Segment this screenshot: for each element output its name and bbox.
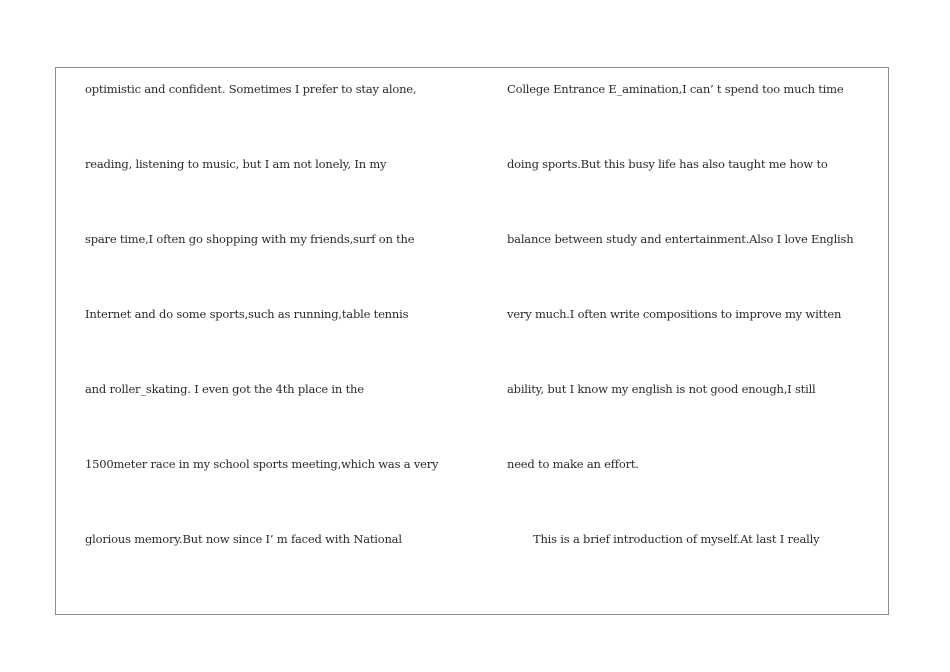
left-line-7: glorious memory.But now since I’ m faced with National [85,532,402,546]
right-line-7: This is a brief introduction of myself.At last I really [533,532,820,546]
left-line-4: Internet and do some sports,such as running,table tennis [85,307,409,321]
left-line-6: 1500meter race in my school sports meeting,which was a very [85,457,439,471]
right-line-2: doing sports.But this busy life has also taught me how to [507,157,828,171]
right-line-5: ability, but I know my english is not good enough,I still [507,382,816,396]
left-line-5: and roller_skating. I even got the 4th place in the [85,382,364,396]
right-line-6: need to make an effort. [507,457,639,471]
right-line-1: College Entrance E_amination,I can’ t spend too much time [507,82,844,96]
right-line-4: very much.I often write compositions to improve my witten [507,307,842,321]
right-line-3: balance between study and entertainment.Also I love English [507,232,854,246]
left-line-3: spare time,I often go shopping with my friends,surf on the [85,232,415,246]
left-line-1: optimistic and confident. Sometimes I prefer to stay alone, [85,82,417,96]
left-line-2: reading, listening to music, but I am not lonely, In my [85,157,387,171]
document-page [55,67,889,615]
